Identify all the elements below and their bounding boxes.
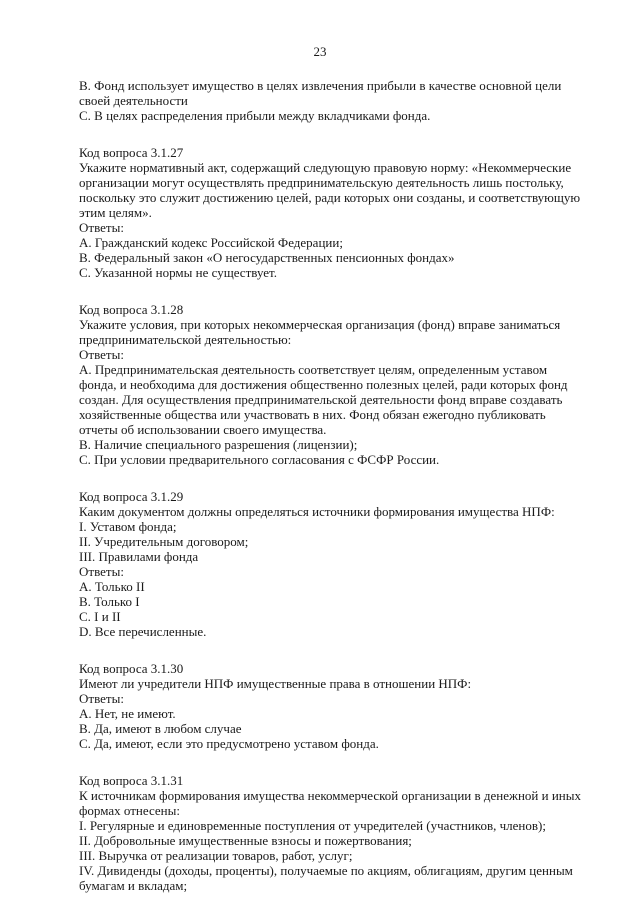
answer-line: А. Гражданский кодекс Российской Федерации; — [79, 235, 343, 250]
lead-line: С. В целях распределения прибыли между вкладчиками фонда. — [79, 108, 431, 123]
question-block — [79, 302, 599, 467]
question-text-line: Укажите нормативный акт, содержащий следующую правовую норму: «Некоммерческие — [79, 160, 572, 175]
answer-line: С. Указанной нормы не существует. — [79, 265, 277, 280]
page-number: 23 — [313, 44, 327, 59]
answer-line: А. Нет, не имеют. — [79, 706, 176, 721]
answer-line: С. I и II — [79, 609, 121, 624]
answer-line: В. Да, имеют в любом случае — [79, 721, 242, 736]
answer-line: А. Только II — [79, 579, 145, 594]
answers-label: Ответы: — [79, 564, 124, 579]
question-text-line: этим целям». — [79, 205, 152, 220]
answer-line: хозяйственные общества или участвовать в них. Фонд обязан ежегодно публиковать — [79, 407, 546, 422]
question-text-line: III. Выручка от реализации товаров, работ, услуг; — [79, 848, 353, 863]
answer-line: В. Наличие специального разрешения (лицензии); — [79, 437, 358, 452]
question-text-line: организации могут осуществлять предпринимательскую деятельность лишь постольку, — [79, 175, 564, 190]
answer-line: D. Все перечисленные. — [79, 624, 207, 639]
lead-line: своей деятельности — [79, 93, 188, 108]
answers-label: Ответы: — [79, 347, 124, 362]
answer-line: отчеты об использовании своего имущества. — [79, 422, 327, 437]
answer-line: фонда, и необходима для достижения общественно полезных целей, ради которых фонд — [79, 377, 568, 392]
answers-label: Ответы: — [79, 220, 124, 235]
question-code: Код вопроса 3.1.29 — [79, 489, 184, 504]
question-block — [79, 661, 599, 751]
question-text-line: К источникам формирования имущества некоммерческой организации в денежной и иных — [79, 788, 581, 803]
question-text-line: Имеют ли учредители НПФ имущественные права в отношении НПФ: — [79, 676, 472, 691]
answer-line: С. При условии предварительного согласования с ФСФР России. — [79, 452, 440, 467]
question-text-line: II. Добровольные имущественные взносы и пожертвования; — [79, 833, 412, 848]
answer-line: С. Да, имеют, если это предусмотрено уставом фонда. — [79, 736, 379, 751]
question-text-line: Укажите условия, при которых некоммерческая организация (фонд) вправе заниматься — [79, 317, 561, 332]
question-text-line: поскольку это служит достижению целей, ради которых они созданы, и соответствующую — [79, 190, 581, 205]
answers-label: Ответы: — [79, 691, 124, 706]
answer-line: В. Федеральный закон «О негосударственных пенсионных фондах» — [79, 250, 455, 265]
answer-line: В. Только I — [79, 594, 140, 609]
question-text-line: бумагам и вкладам; — [79, 878, 188, 893]
question-code: Код вопроса 3.1.30 — [79, 661, 184, 676]
question-text-line: Каким документом должны определяться источники формирования имущества НПФ: — [79, 504, 555, 519]
lead-block — [79, 78, 599, 123]
question-block — [79, 773, 599, 893]
question-code: Код вопроса 3.1.27 — [79, 145, 184, 160]
lead-line: B. Фонд использует имущество в целях извлечения прибыли в качестве основной цели — [79, 78, 562, 93]
question-block — [79, 145, 599, 280]
question-text-line: предпринимательской деятельностью: — [79, 332, 292, 347]
page-content — [79, 78, 599, 893]
question-text-line: I. Уставом фонда; — [79, 519, 177, 534]
question-text-line: III. Правилами фонда — [79, 549, 199, 564]
question-text-line: II. Учредительным договором; — [79, 534, 249, 549]
question-text-line: IV. Дивиденды (доходы, проценты), получаемые по акциям, облигациям, другим ценным — [79, 863, 573, 878]
question-text-line: формах отнесены: — [79, 803, 180, 818]
answer-line: создан. Для осуществления предпринимательской деятельности фонд вправе создавать — [79, 392, 563, 407]
question-code: Код вопроса 3.1.28 — [79, 302, 184, 317]
answer-line: А. Предпринимательская деятельность соответствует целям, определенным уставом — [79, 362, 548, 377]
question-block — [79, 489, 599, 639]
question-text-line: I. Регулярные и единовременные поступления от учредителей (участников, членов); — [79, 818, 546, 833]
question-code: Код вопроса 3.1.31 — [79, 773, 184, 788]
